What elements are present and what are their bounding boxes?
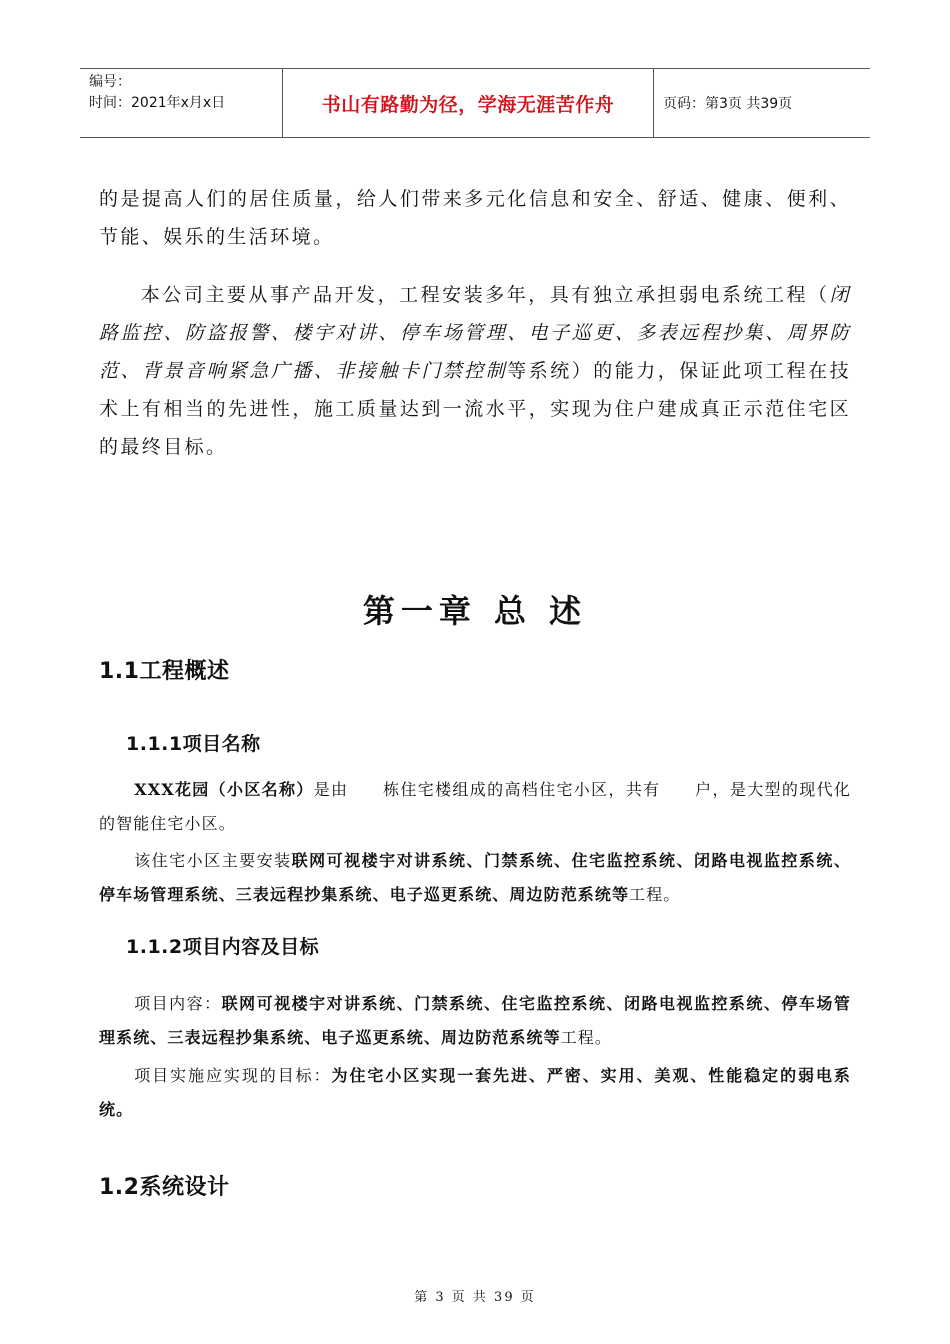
header-motto: 书山有路勤为径，学海无涯苦作舟: [282, 69, 654, 137]
section-1-1-1-title: 1.1.1项目名称: [126, 733, 261, 755]
project-name: XXX花园（小区名称）: [134, 780, 314, 799]
header-meta: [80, 69, 282, 137]
intro-paragraph-2: [99, 276, 851, 466]
project-name-paragraph: [99, 773, 851, 841]
chapter-title: 第一章 总 述: [362, 592, 588, 630]
project-systems-paragraph: [99, 844, 851, 912]
systems-list: 联网可视楼宇对讲系统、门禁系统、住宅监控系统、闭路电视监控系统、停车场管理系统、三表远程抄集系统、电子巡更系统、周边防范系统等: [99, 851, 851, 904]
project-goal-paragraph: [99, 1059, 851, 1127]
section-1-1-2-body: [99, 987, 851, 1127]
goal-label: 项目实施应实现的目标：: [134, 1066, 332, 1085]
section-1-1-title: 1.1工程概述: [99, 659, 230, 684]
intro-p2-systems: 闭路监控、防盗报警、楼宇对讲、停车场管理、电子巡更、多表远程抄集、周界防范、背景音响紧急广播、非接触卡门禁控制: [99, 284, 851, 382]
goal-text: 为住宅小区实现一套先进、严密、实用、美观、性能稳定的弱电系统。: [99, 1066, 851, 1119]
content-label: 项目内容：: [134, 994, 222, 1013]
intro-paragraph-1: 的是提高人们的居住质量，给人们带来多元化信息和安全、舒适、健康、便利、节能、娱乐的生活环境。: [99, 188, 851, 248]
document-number-label: 编号：: [89, 74, 131, 90]
header-page-info: 页码：第3页 共39页: [663, 96, 793, 112]
project-name-desc: 是由 栋住宅楼组成的高档住宅小区，共有 户，是大型的现代化的智能住宅小区。: [99, 780, 852, 833]
page-header: [80, 68, 870, 138]
project-content-paragraph: [99, 987, 851, 1055]
document-date: 时间：2021年x月x日: [89, 95, 226, 111]
content-list: 联网可视楼宇对讲系统、门禁系统、住宅监控系统、闭路电视监控系统、停车场管理系统、三表远程抄集系统、电子巡更系统、周边防范系统等: [99, 994, 851, 1047]
page-footer: 第 3 页 共 39 页: [414, 1290, 536, 1305]
content-end: 工程。: [560, 1028, 613, 1047]
intro-p2-end: 等系统）的能力，保证此项工程在技术上有相当的先进性，施工质量达到一流水平，实现为住户建成真正示范住宅区的最终目标。: [99, 360, 851, 458]
intro-p2-start: 本公司主要从事产品开发，工程安装多年，具有独立承担弱电系统工程（: [140, 284, 830, 306]
section-1-1-2-title: 1.1.2项目内容及目标: [126, 936, 320, 958]
intro-section: [99, 180, 851, 466]
section-1-1-1-body: [99, 773, 851, 912]
systems-intro: 该住宅小区主要安装: [134, 851, 292, 870]
systems-end: 工程。: [629, 885, 681, 904]
section-1-2-title: 1.2系统设计: [99, 1175, 230, 1200]
